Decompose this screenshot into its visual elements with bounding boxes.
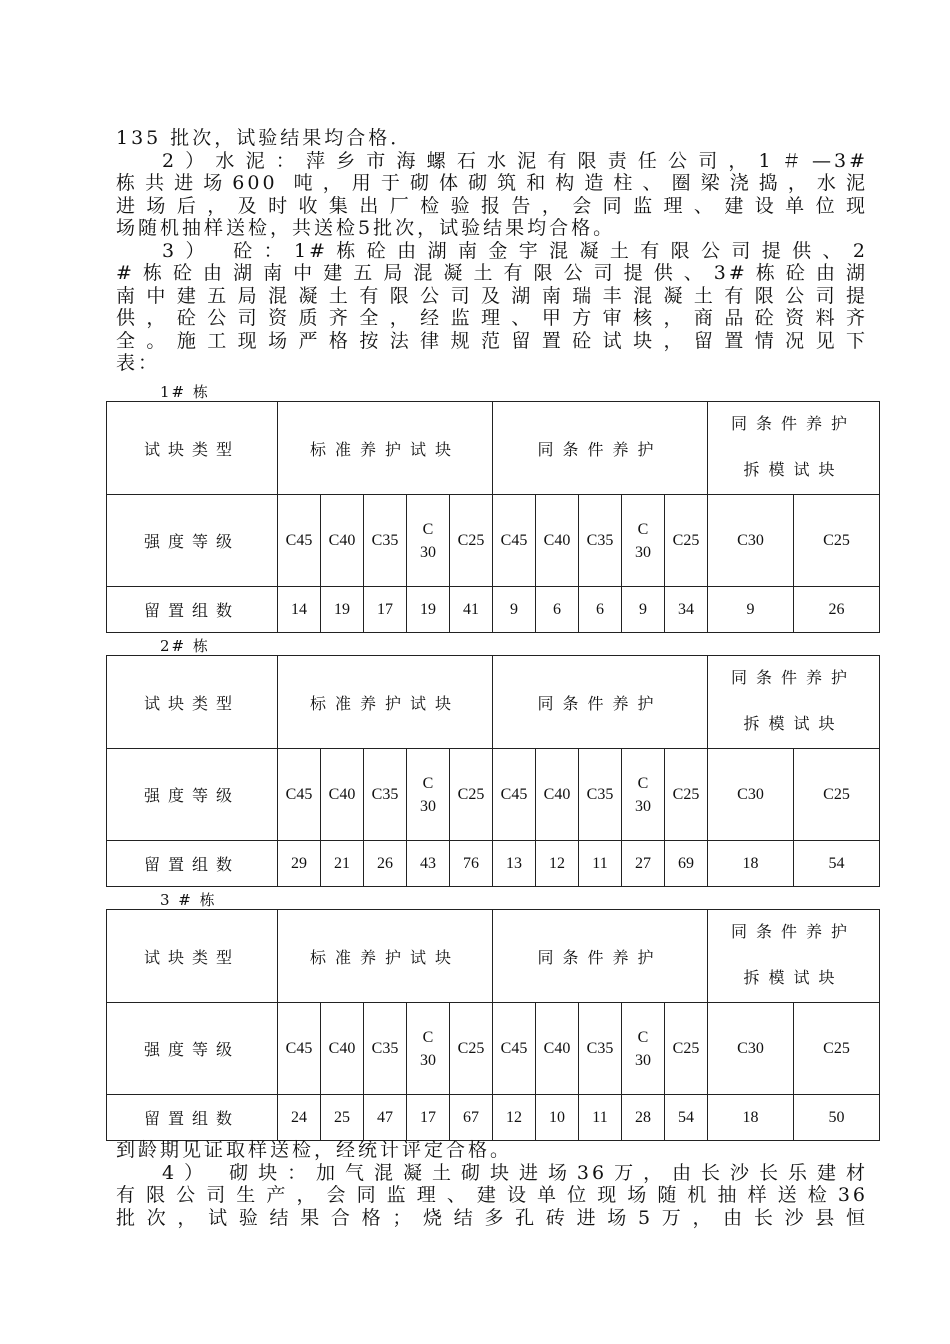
row-label-type: 试块类型 [107, 656, 278, 749]
group-formwork-removal [708, 402, 880, 495]
grade-cell: C35 [579, 749, 622, 841]
grade-cell: C25 [450, 749, 493, 841]
count-cell: 24 [278, 1095, 321, 1141]
grade-cell: C25 [794, 749, 880, 841]
count-cell: 18 [708, 841, 794, 887]
grade-cell: C45 [278, 495, 321, 587]
grade-cell: C30 [622, 495, 665, 587]
count-cell: 6 [536, 587, 579, 633]
table-caption: 3 # 栋 [160, 891, 217, 909]
count-cell: 11 [579, 841, 622, 887]
count-cell: 19 [407, 587, 450, 633]
count-cell: 50 [794, 1095, 880, 1141]
grade-cell: C45 [278, 749, 321, 841]
count-cell: 11 [579, 1095, 622, 1141]
count-cell: 17 [364, 587, 407, 633]
count-cell: 67 [450, 1095, 493, 1141]
count-cell: 54 [794, 841, 880, 887]
paragraph-line: 表： [116, 352, 161, 374]
paragraph-line: 到龄期见证取样送检，经统计评定合格。 [116, 1139, 513, 1161]
row-label-count: 留置组数 [107, 587, 278, 633]
grade-cell: C30 [407, 749, 450, 841]
grade-cell: C30 [407, 495, 450, 587]
grade-cell: C40 [321, 495, 364, 587]
grade-cell: C30 [708, 495, 794, 587]
row-label-type: 试块类型 [107, 910, 278, 1003]
count-cell: 12 [536, 841, 579, 887]
grade-cell: C25 [450, 495, 493, 587]
group-label-line2: 拆模试块 [743, 462, 844, 479]
count-cell: 69 [665, 841, 708, 887]
group-label-line1: 同条件养护 [731, 670, 857, 687]
count-cell: 10 [536, 1095, 579, 1141]
group-standard-curing: 标准养护试块 [278, 656, 493, 749]
paragraph-line: 供，砼公司资质齐全，经监理、甲方审核，商品砼资料齐 [116, 307, 868, 329]
grade-cell: C25 [794, 495, 880, 587]
grade-cell: C35 [579, 1003, 622, 1095]
count-cell: 26 [794, 587, 880, 633]
paragraph-line: 栋共进场600 吨，用于砌体砌筑和构造柱、圈梁浇捣，水泥 [116, 172, 868, 194]
row-label-count: 留置组数 [107, 841, 278, 887]
count-cell: 28 [622, 1095, 665, 1141]
count-cell: 9 [708, 587, 794, 633]
grade-cell: C25 [665, 749, 708, 841]
count-cell: 13 [493, 841, 536, 887]
group-formwork-removal [708, 656, 880, 749]
paragraph-line: 3） 砼：1#栋砼由湖南金宇混凝土有限公司提供、2 [162, 239, 868, 262]
count-cell: 17 [407, 1095, 450, 1141]
grade-cell: C35 [364, 495, 407, 587]
grade-cell: C35 [579, 495, 622, 587]
group-standard-curing: 标准养护试块 [278, 402, 493, 495]
count-cell: 18 [708, 1095, 794, 1141]
grade-cell: C30 [708, 749, 794, 841]
paragraph-line: #栋砼由湖南中建五局混凝土有限公司提供、3#栋砼由湖 [116, 262, 868, 284]
grade-cell: C30 [708, 1003, 794, 1095]
row-label-grade: 强度等级 [107, 1003, 278, 1095]
group-same-condition-curing: 同条件养护 [493, 402, 708, 495]
grade-cell: C25 [665, 495, 708, 587]
count-cell: 25 [321, 1095, 364, 1141]
group-label-line2: 拆模试块 [743, 970, 844, 987]
paragraph-line: 2）水泥：萍乡市海螺石水泥有限责任公司，1＃—3# [162, 149, 868, 172]
group-label-line2: 拆模试块 [743, 716, 844, 733]
grade-cell: C35 [364, 749, 407, 841]
concrete-specimen-table [106, 909, 880, 1141]
count-cell: 19 [321, 587, 364, 633]
concrete-specimen-table [106, 655, 880, 887]
count-cell: 54 [665, 1095, 708, 1141]
grade-cell: C45 [493, 749, 536, 841]
grade-cell: C30 [622, 749, 665, 841]
count-cell: 12 [493, 1095, 536, 1141]
grade-cell: C40 [536, 749, 579, 841]
group-formwork-removal [708, 910, 880, 1003]
paragraph-line: 南中建五局混凝土有限公司及湖南瑞丰混凝土有限公司提 [116, 284, 868, 307]
grade-cell: C25 [665, 1003, 708, 1095]
count-cell: 76 [450, 841, 493, 887]
row-label-grade: 强度等级 [107, 749, 278, 841]
count-cell: 6 [579, 587, 622, 633]
row-label-type: 试块类型 [107, 402, 278, 495]
grade-cell: C40 [321, 1003, 364, 1095]
grade-cell: C25 [450, 1003, 493, 1095]
count-cell: 26 [364, 841, 407, 887]
count-cell: 21 [321, 841, 364, 887]
count-cell: 9 [493, 587, 536, 633]
group-same-condition-curing: 同条件养护 [493, 656, 708, 749]
grade-cell: C45 [493, 1003, 536, 1095]
count-cell: 34 [665, 587, 708, 633]
grade-cell: C40 [321, 749, 364, 841]
grade-cell: C40 [536, 1003, 579, 1095]
group-label-line1: 同条件养护 [731, 416, 857, 433]
paragraph-line: 135 批次，试验结果均合格． [116, 127, 413, 149]
row-label-grade: 强度等级 [107, 495, 278, 587]
paragraph-line: 场随机抽样送检，共送检5批次，试验结果均合格。 [116, 217, 616, 239]
count-cell: 47 [364, 1095, 407, 1141]
count-cell: 29 [278, 841, 321, 887]
group-same-condition-curing: 同条件养护 [493, 910, 708, 1003]
paragraph-line: 全。施工现场严格按法律规范留置砼试块，留置情况见下 [116, 329, 868, 352]
paragraph-line: 有限公司生产，会同监理、建设单位现场随机抽样送检36 [116, 1184, 868, 1206]
paragraph-line: 进场后，及时收集出厂检验报告，会同监理、建设单位现 [116, 194, 868, 217]
count-cell: 43 [407, 841, 450, 887]
grade-cell: C25 [794, 1003, 880, 1095]
row-label-count: 留置组数 [107, 1095, 278, 1141]
paragraph-line: 4） 砌块：加气混凝土砌块进场36万，由长沙长乐建材 [162, 1161, 868, 1184]
group-label-line1: 同条件养护 [731, 924, 857, 941]
concrete-specimen-table [106, 401, 880, 633]
count-cell: 41 [450, 587, 493, 633]
table-caption: 2# 栋 [160, 637, 210, 655]
group-standard-curing: 标准养护试块 [278, 910, 493, 1003]
grade-cell: C30 [407, 1003, 450, 1095]
paragraph-line: 批次，试验结果合格；烧结多孔砖进场5万，由长沙县恒 [116, 1206, 868, 1229]
grade-cell: C45 [278, 1003, 321, 1095]
count-cell: 27 [622, 841, 665, 887]
grade-cell: C35 [364, 1003, 407, 1095]
count-cell: 9 [622, 587, 665, 633]
count-cell: 14 [278, 587, 321, 633]
table-caption: 1# 栋 [160, 383, 210, 401]
grade-cell: C45 [493, 495, 536, 587]
grade-cell: C40 [536, 495, 579, 587]
grade-cell: C30 [622, 1003, 665, 1095]
